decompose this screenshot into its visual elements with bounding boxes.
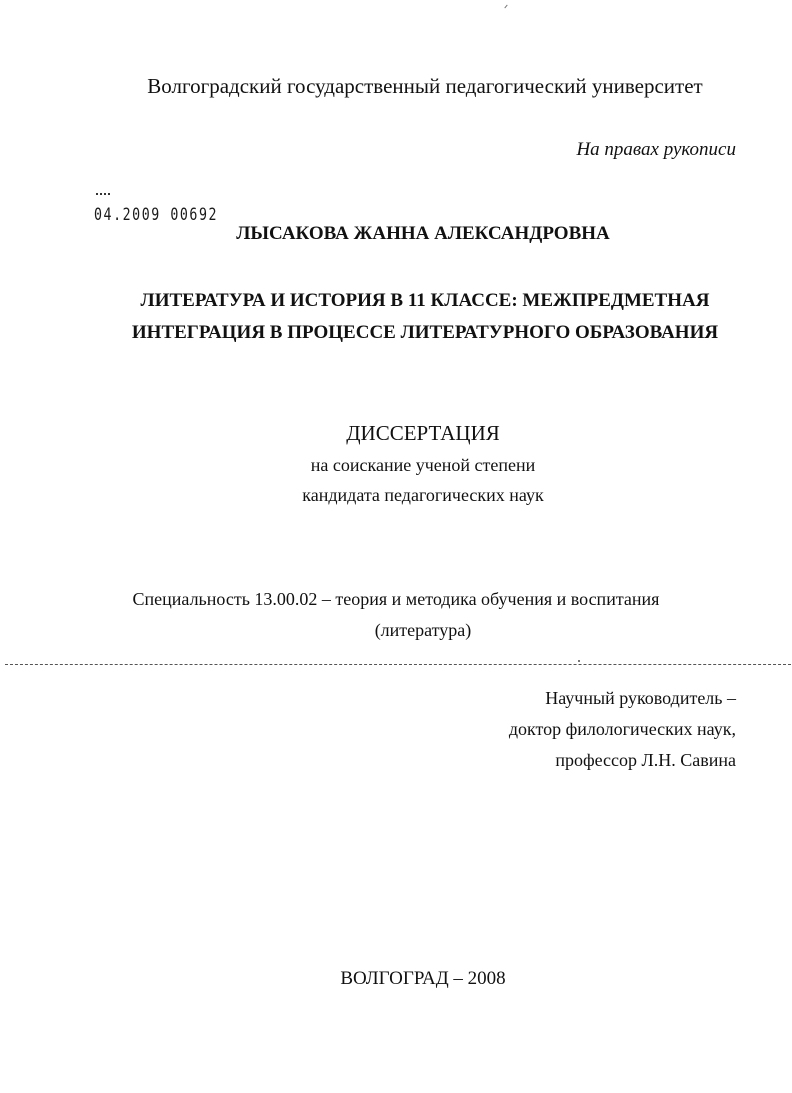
stamp-mark: [96, 193, 110, 197]
degree-line-2: кандидата педагогических наук: [302, 485, 544, 505]
thesis-title-line-2: ИНТЕГРАЦИЯ В ПРОЦЕССЕ ЛИТЕРАТУРНОГО ОБРАЗОВАНИЯ: [131, 322, 719, 343]
document-type: ДИССЕРТАЦИЯ: [346, 421, 500, 445]
registration-stamp: 04.2009 00692: [94, 205, 219, 225]
scan-speck: [578, 660, 580, 662]
supervisor-line-1: Научный руководитель –: [545, 688, 736, 708]
thesis-title-line-1: ЛИТЕРАТУРА И ИСТОРИЯ В 11 КЛАССЕ: МЕЖПРЕДМЕТНАЯ: [140, 290, 710, 311]
scan-dash-artifact: [5, 664, 791, 665]
university-name: Волгоградский государственный педагогический университет: [147, 74, 703, 98]
supervisor-line-2: доктор филологических наук,: [508, 719, 736, 739]
degree-line-1: на соискание ученой степени: [310, 455, 536, 475]
city-year: ВОЛГОГРАД – 2008: [340, 968, 506, 989]
specialty-line-1: Специальность 13.00.02 – теория и методика обучения и воспитания: [132, 589, 660, 609]
specialty-line-2: (литература): [374, 620, 472, 640]
manuscript-note: На правах рукописи: [576, 139, 736, 160]
author-name: ЛЫСАКОВА ЖАННА АЛЕКСАНДРОВНА: [236, 223, 610, 244]
supervisor-line-3: профессор Л.Н. Савина: [555, 750, 736, 770]
scan-speck: [504, 5, 507, 9]
